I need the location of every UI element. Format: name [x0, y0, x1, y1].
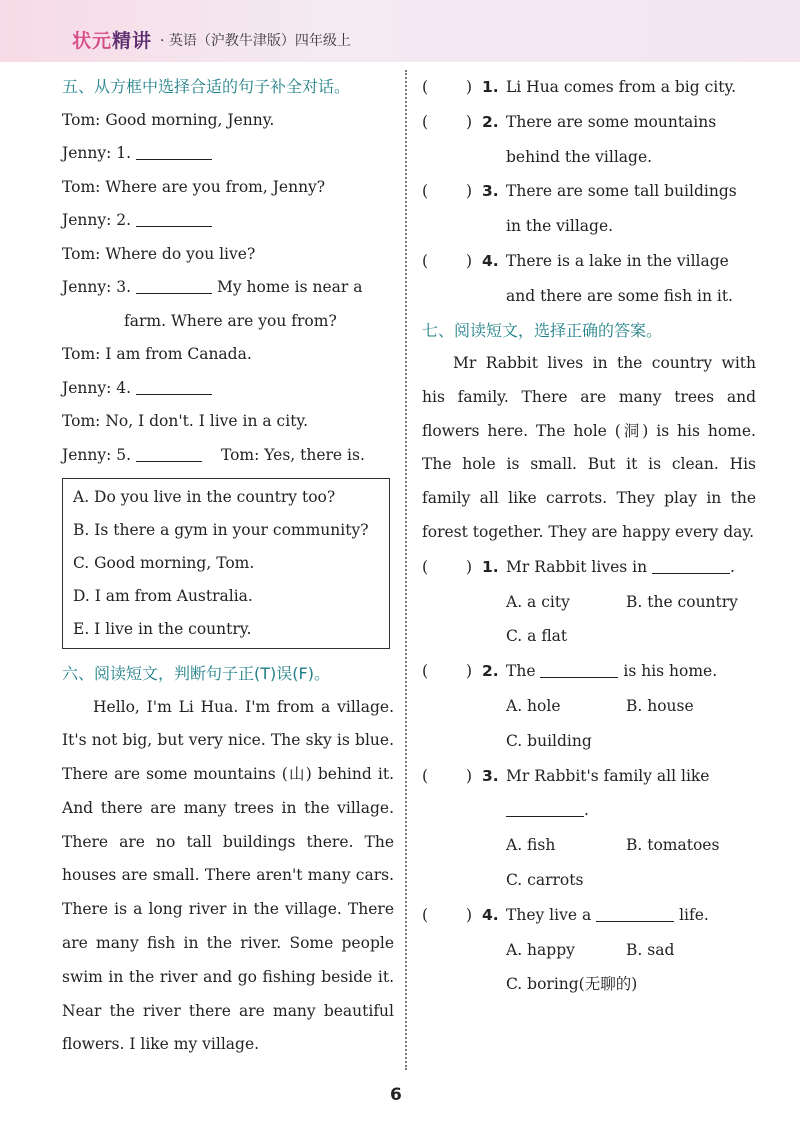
mc-question: ( ) 2. The is his home.: [422, 654, 756, 689]
mc-choices: A. fish B. tomatoes: [506, 836, 720, 855]
reading-passage-2: Mr Rabbit lives in the country with his family. There are many trees and flowers here. The hole (洞) is his home. The hole is small. But it is clean. His family all like carrots. They play in the forest together. They are happy every day.: [422, 354, 756, 542]
dialogue-line: Tom: Good morning, Jenny.: [62, 110, 275, 129]
dialogue-line: farm. Where are you from?: [124, 311, 337, 330]
dialogue-line: Jenny: 5. Tom: Yes, there is.: [62, 439, 394, 473]
tf-question-cont: and there are some fish in it.: [506, 286, 733, 305]
answer-blank[interactable]: [136, 275, 212, 294]
page-header: [0, 0, 800, 62]
tf-question: ( ) 2. There are some mountains: [422, 112, 717, 131]
book-series-title: · 英语（沪教牛津版）四年级上: [160, 33, 351, 49]
mc-question-cont: .: [422, 793, 756, 828]
section-5-title: 五、从方框中选择合适的句子补全对话。: [62, 77, 351, 96]
dialogue-line: Jenny: 2.: [62, 204, 394, 238]
mc-question: ( ) 3. Mr Rabbit's family all like: [422, 766, 710, 785]
tf-question: ( ) 3. There are some tall buildings: [422, 182, 737, 201]
answer-blank[interactable]: [596, 903, 674, 922]
option-item: C. Good morning, Tom.: [73, 554, 255, 572]
option-item: B. Is there a gym in your community?: [73, 521, 369, 539]
mc-question: ( ) 1. Mr Rabbit lives in .: [422, 550, 756, 585]
column-divider: [405, 70, 407, 1070]
tf-question: ( ) 4. There is a lake in the village: [422, 251, 729, 270]
tf-question-cont: behind the village.: [506, 147, 653, 166]
dialogue-line: Jenny: 3. My home is near a: [62, 271, 394, 305]
mc-choices: C. building: [506, 731, 592, 750]
answer-blank[interactable]: [540, 659, 618, 678]
options-box: [62, 478, 390, 649]
tf-question-cont: in the village.: [506, 217, 614, 236]
answer-blank[interactable]: [506, 798, 584, 817]
mc-choices: A. happy B. sad: [506, 940, 675, 959]
tf-question: ( ) 1. Li Hua comes from a big city.: [422, 78, 737, 96]
page-number: 6: [390, 1085, 402, 1105]
reading-passage-1: Hello, I'm Li Hua. I'm from a village. It's not big, but very nice. The sky is blue. There are some mountains (山) behind it. And there are many trees in the village. There are no tall buildings there. The houses are small. There aren't many cars. There is a long river in the village. There are many fish in the river. Some people swim in the river and go fishing beside it. Near the river there are many beautiful flowers. I like my village.: [62, 697, 394, 1054]
answer-blank[interactable]: [136, 443, 202, 462]
dialogue-line: Jenny: 4.: [62, 372, 394, 406]
section-6-title: 六、阅读短文，判断句子正(T)误(F)。: [62, 664, 330, 683]
dialogue-line: Tom: I am from Canada.: [62, 345, 252, 363]
dialogue-line: Jenny: 1.: [62, 137, 394, 171]
answer-blank[interactable]: [652, 555, 730, 574]
dialogue-line: Tom: Where do you live?: [62, 244, 256, 263]
answer-blank[interactable]: [136, 208, 212, 227]
mc-choices: C. carrots: [506, 871, 584, 890]
section-7-title: 七、阅读短文，选择正确的答案。: [422, 320, 663, 340]
dialogue-line: Tom: No, I don't. I live in a city.: [62, 412, 309, 430]
mc-choices: C. boring(无聊的): [506, 975, 638, 994]
dialogue-line: Tom: Where are you from, Jenny?: [62, 177, 326, 196]
answer-blank[interactable]: [136, 376, 212, 395]
mc-choices: A. hole B. house: [506, 697, 694, 716]
mc-choices: C. a flat: [506, 627, 568, 646]
option-item: E. I live in the country.: [73, 620, 252, 638]
option-item: D. I am from Australia.: [73, 587, 253, 605]
right-column: [422, 70, 756, 1002]
brand-logo: 状元精讲: [72, 30, 153, 52]
mc-choices: A. a city B. the country: [506, 592, 738, 611]
mc-question: ( ) 4. They live a life.: [422, 898, 756, 933]
answer-blank[interactable]: [136, 141, 212, 160]
left-column: [62, 70, 394, 1062]
option-item: A. Do you live in the country too?: [73, 488, 336, 506]
